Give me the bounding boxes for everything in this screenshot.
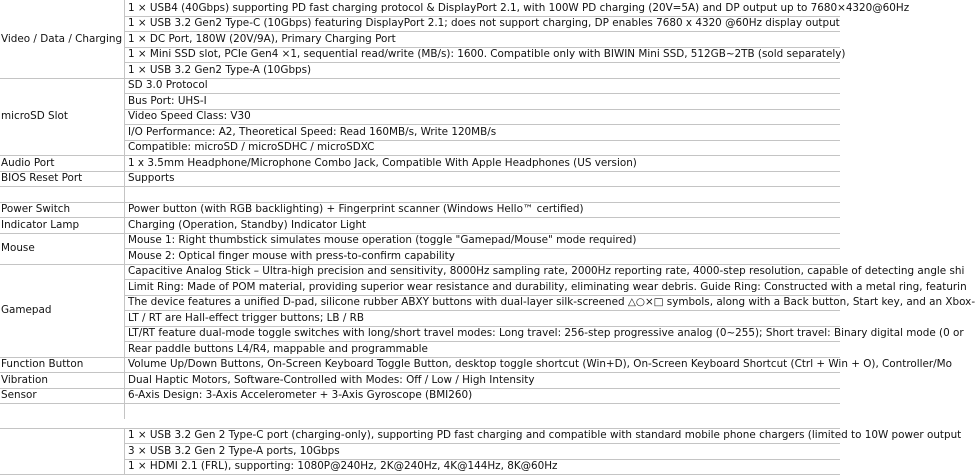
row-divider [124,31,840,32]
spec-value-cell [128,186,840,202]
row-divider [124,47,840,48]
column-divider [124,428,125,475]
spec-label-gamepad: Gamepad [1,303,52,316]
spec-value-cell: Limit Ring: Made of POM material, providing superior wear resistance and durability, eliminating wear debris. Guide Ring: Constructed with a metal ring, featurin [128,280,967,293]
spec-value-cell: The device features a unified D-pad, silicone rubber ABXY buttons with dual-layer silk-screened △○×□ symbols, along with a Back button, Start key, and an Xbox- [128,296,975,309]
section-divider [0,217,840,218]
section-divider [0,78,840,79]
spec-value-cell: Rear paddle buttons L4/R4, mappable and programmable [128,342,428,355]
column-divider [124,78,125,156]
row-divider [124,341,840,342]
column-divider [124,171,125,187]
spec-label-power-switch: Power Switch [1,203,71,216]
section-divider [0,403,840,404]
column-divider [124,357,125,373]
row-divider [124,62,840,63]
spec-value-cell: 1 x 3.5mm Headphone/Microphone Combo Jack, Compatible With Apple Headphones (US version) [128,156,637,169]
spec-value-cell: Supports [128,172,175,185]
spec-label-empty [1,428,123,475]
spec-label-function-button: Function Button [1,358,84,371]
section-divider [0,428,840,429]
spec-value-cell: 1 × USB 3.2 Gen2 Type-C (10Gbps) featuring DisplayPort 2.1; does not support charging, DP enables 7680 x 4320 @60Hz display output [128,17,840,30]
spec-value-cell: 1 × USB4 (40Gbps) supporting PD fast charging protocol & DisplayPort 2.1, with 100W PD charging (20V=5A) and DP output up to 7680×4320@60Hz [128,1,910,14]
spec-value-cell: Mouse 1: Right thumbstick simulates mouse operation (toggle "Gamepad/Mouse" mode required) [128,234,637,247]
row-divider [124,279,840,280]
spec-label-bios-reset-port: BIOS Reset Port [1,172,83,185]
spec-value-cell: I/O Performance: A2, Theoretical Speed: Read 160MB/s, Write 120MB/s [128,125,497,138]
spec-value-cell: 1 × Mini SSD slot, PCIe Gen4 ×1, sequential read/write (MB/s): 1600. Compatible only with BIWIN Mini SSD, 512GB~2TB (sold separately) [128,48,846,61]
spec-label-sensor: Sensor [1,389,37,402]
column-divider [124,264,125,357]
column-divider [124,217,125,233]
spec-value-cell: Capacitive Analog Stick – Ultra-high precision and sensitivity, 8000Hz sampling rate, 2000Hz reporting rate, 4000-step resolution, capable of detecting angle shi [128,265,965,278]
row-divider [124,310,840,311]
spec-value-cell: 6-Axis Design: 3-Axis Accelerometer + 3-Axis Gyroscope (BMI260) [128,389,473,402]
row-divider [124,248,840,249]
spec-value-cell: Charging (Operation, Standby) Indicator Light [128,218,367,231]
section-divider [0,357,840,358]
spec-value-cell [128,403,840,419]
spec-value-cell: Dual Haptic Motors, Software-Controlled with Modes: Off / Low / High Intensity [128,373,535,386]
row-divider [124,124,840,125]
row-divider [124,93,840,94]
spec-value-cell: SD 3.0 Protocol [128,79,208,92]
row-divider [124,109,840,110]
column-divider [124,0,125,78]
column-divider [124,372,125,388]
section-divider [0,155,840,156]
spec-value-cell: Volume Up/Down Buttons, On-Screen Keyboard Toggle Button, desktop toggle shortcut (Win+D), On-Screen Keyboard Shortcut (Ctrl + Win + O), Controller/Mo [128,358,952,371]
spec-label-vibration: Vibration [1,373,48,386]
section-divider [0,186,840,187]
column-divider [124,233,125,264]
spec-value-cell: 3 × USB 3.2 Gen 2 Type-A ports, 10Gbps [128,444,340,457]
spec-label-empty [1,403,123,419]
spec-label-mouse: Mouse [1,241,35,254]
spec-value-cell: LT/RT feature dual-mode toggle switches with long/short travel modes: Long travel: 256-step progressive analog (0~255); Short travel: Binary digital mode (0 or [128,327,964,340]
spec-value-cell: 1 × HDMI 2.1 (FRL), supporting: 1080P@240Hz, 2K@240Hz, 4K@144Hz, 8K@60Hz [128,460,558,473]
row-divider [124,443,840,444]
spec-label-microsd-slot: microSD Slot [1,110,68,123]
spec-value-cell: LT / RT are Hall-effect trigger buttons; LB / RB [128,311,365,324]
spec-value-cell: 1 × DC Port, 180W (20V/9A), Primary Charging Port [128,32,396,45]
section-divider [0,202,840,203]
spec-label-empty [1,186,123,202]
row-divider [124,295,840,296]
section-divider [0,171,840,172]
spec-value-cell: 1 × USB 3.2 Gen2 Type-A (10Gbps) [128,63,312,76]
row-divider [124,326,840,327]
spec-value-cell: Compatible: microSD / microSDHC / microSDXC [128,141,375,154]
column-divider [124,403,125,419]
row-divider [124,140,840,141]
section-divider [0,388,840,389]
spec-value-cell: Power button (with RGB backlighting) + Fingerprint scanner (Windows Hello™ certified) [128,203,584,216]
spec-label-indicator-lamp: Indicator Lamp [1,218,80,231]
row-divider [124,16,840,17]
spec-value-cell: 1 × USB 3.2 Gen 2 Type-C port (charging-only), supporting PD fast charging and compatible with standard mobile phone chargers (limited to 10W power output [128,429,962,442]
column-divider [124,388,125,404]
section-divider [0,264,840,265]
column-divider [124,155,125,171]
column-divider [124,186,125,202]
spec-value-cell: Bus Port: UHS-I [128,94,207,107]
spec-value-cell: Video Speed Class: V30 [128,110,251,123]
section-divider [0,233,840,234]
row-divider [124,459,840,460]
spec-label-video-data-charging: Video / Data / Charging [1,32,123,45]
column-divider [124,202,125,218]
section-divider [0,372,840,373]
spec-label-audio-port: Audio Port [1,156,55,169]
spec-value-cell: Mouse 2: Optical finger mouse with press-to-confirm capability [128,249,455,262]
